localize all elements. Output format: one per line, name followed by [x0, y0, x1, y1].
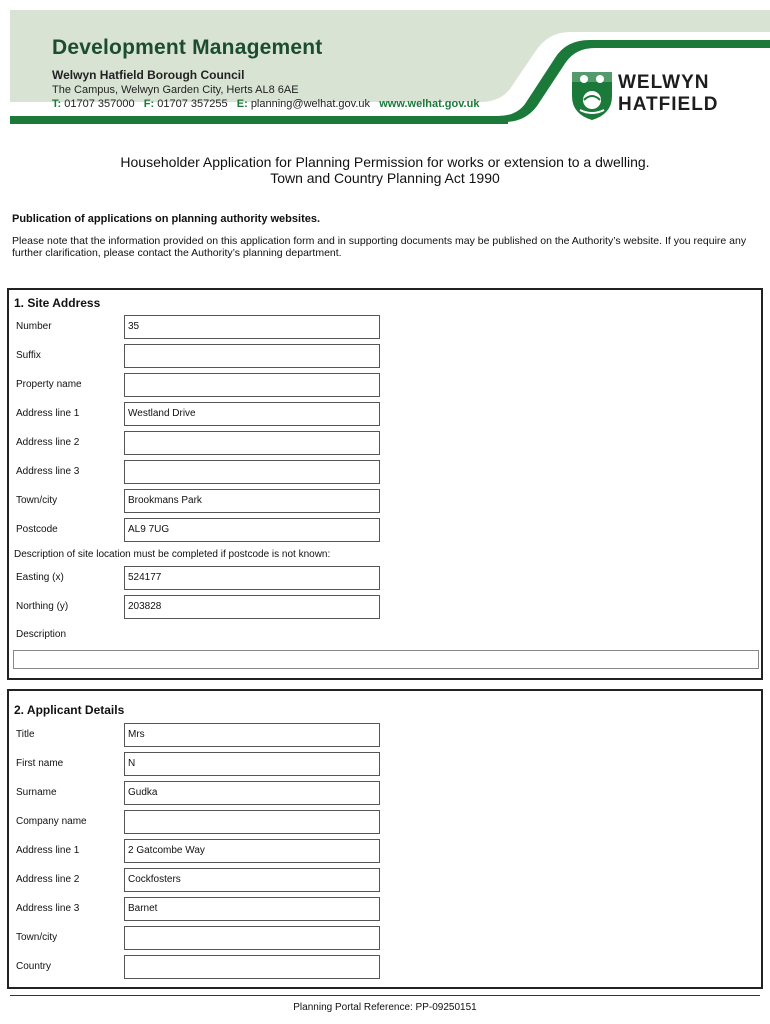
footer-divider: [10, 995, 760, 996]
northing-label: Northing (y): [16, 601, 69, 612]
brand-line-2: HATFIELD: [618, 94, 719, 115]
applicant-details-section: [7, 689, 763, 989]
applicant-country-field[interactable]: [124, 955, 380, 979]
publication-text: Please note that the information provided on this application form and in supporting documents may be published on the Authority’s website. If you require any further clarification, please contact the Authority’s planning department.: [12, 235, 747, 259]
header-banner: [10, 10, 770, 130]
site-location-note: Description of site location must be completed if postcode is not known:: [14, 549, 331, 560]
applicant-surname-label: Surname: [16, 787, 57, 798]
site-address-line-2-field[interactable]: [124, 431, 380, 455]
easting-label: Easting (x): [16, 572, 64, 583]
applicant-first-name-label: First name: [16, 758, 64, 769]
applicant-address-line-1-field[interactable]: 2 Gatcombe Way: [124, 839, 380, 863]
applicant-address-line-2-field[interactable]: Cockfosters: [124, 868, 380, 892]
site-number-label: Number: [16, 321, 52, 332]
council-address: The Campus, Welwyn Garden City, Herts AL8 6AE: [52, 84, 299, 96]
applicant-title-field[interactable]: Mrs: [124, 723, 380, 747]
applicant-details-heading: 2. Applicant Details: [14, 703, 125, 717]
site-town-label: Town/city: [16, 495, 58, 506]
form-title-line-2: Town and Country Planning Act 1990: [270, 170, 500, 186]
site-address-line-1-label: Address line 1: [16, 408, 80, 419]
site-postcode-field[interactable]: AL9 7UG: [124, 518, 380, 542]
brand-line-1: WELWYN: [618, 72, 710, 93]
site-town-field[interactable]: Brookmans Park: [124, 489, 380, 513]
applicant-company-field[interactable]: [124, 810, 380, 834]
applicant-address-line-3-label: Address line 3: [16, 903, 80, 914]
site-suffix-field[interactable]: [124, 344, 380, 368]
council-name: Welwyn Hatfield Borough Council: [52, 68, 245, 82]
fax-number: 01707 357255: [157, 98, 228, 110]
fax-label: F:: [143, 98, 155, 110]
site-property-name-field[interactable]: [124, 373, 380, 397]
website-link[interactable]: www.welhat.gov.uk: [379, 98, 480, 110]
email-address[interactable]: planning@welhat.gov.uk: [250, 98, 371, 110]
site-suffix-label: Suffix: [16, 350, 41, 361]
applicant-town-field[interactable]: [124, 926, 380, 950]
banner-title: Development Management: [52, 36, 323, 59]
site-address-line-1-field[interactable]: Westland Drive: [124, 402, 380, 426]
applicant-country-label: Country: [16, 961, 52, 972]
applicant-town-label: Town/city: [16, 932, 58, 943]
email-label: E:: [236, 98, 248, 110]
site-address-line-2-label: Address line 2: [16, 437, 80, 448]
applicant-first-name-field[interactable]: N: [124, 752, 380, 776]
northing-field[interactable]: 203828: [124, 595, 380, 619]
applicant-address-line-1-label: Address line 1: [16, 845, 80, 856]
applicant-address-line-2-label: Address line 2: [16, 874, 80, 885]
site-number-field[interactable]: 35: [124, 315, 380, 339]
applicant-address-line-3-field[interactable]: Barnet: [124, 897, 380, 921]
applicant-company-label: Company name: [16, 816, 87, 827]
portal-reference: Planning Portal Reference: PP-09250151: [293, 1002, 477, 1013]
site-address-line-3-field[interactable]: [124, 460, 380, 484]
applicant-title-label: Title: [16, 729, 35, 740]
applicant-surname-field[interactable]: Gudka: [124, 781, 380, 805]
site-property-name-label: Property name: [16, 379, 82, 390]
easting-field[interactable]: 524177: [124, 566, 380, 590]
site-address-section: [7, 288, 763, 680]
site-address-line-3-label: Address line 3: [16, 466, 80, 477]
tel-label: T:: [52, 98, 62, 110]
site-description-label: Description: [16, 629, 67, 640]
contact-line: [52, 98, 479, 110]
publication-heading: Publication of applications on planning authority websites.: [12, 213, 321, 225]
form-title-line-1: Householder Application for Planning Permission for works or extension to a dwelling.: [120, 154, 650, 170]
council-crest-icon: [570, 70, 614, 122]
form-title: [0, 154, 770, 186]
tel-number: 01707 357000: [64, 98, 135, 110]
site-description-field[interactable]: [13, 650, 759, 669]
site-postcode-label: Postcode: [16, 524, 58, 535]
brand-wordmark: [618, 72, 719, 116]
site-address-heading: 1. Site Address: [14, 296, 101, 310]
